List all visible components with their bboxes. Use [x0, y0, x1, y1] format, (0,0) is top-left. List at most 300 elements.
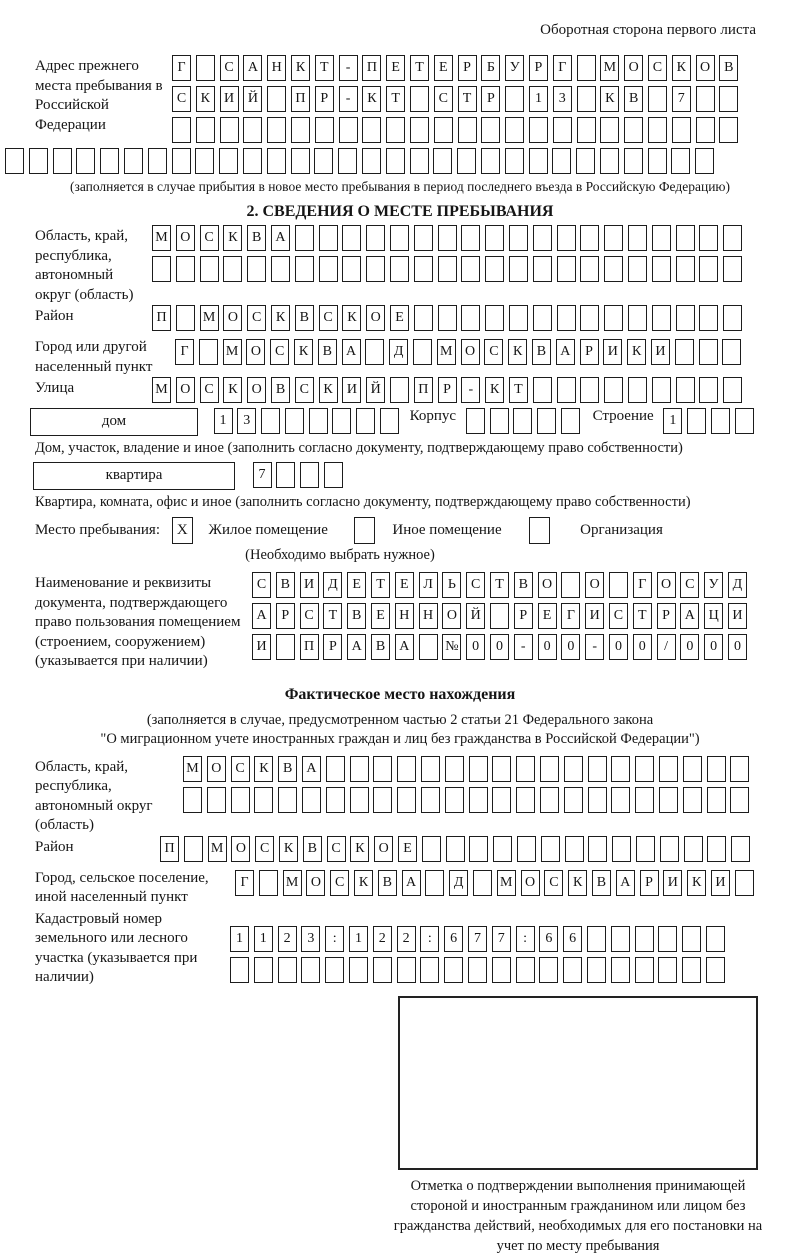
char-cell[interactable] [672, 117, 691, 143]
char-cell[interactable]: К [319, 377, 338, 403]
char-cell[interactable]: С [255, 836, 274, 862]
char-cell[interactable]: А [271, 225, 290, 251]
char-cell[interactable] [5, 148, 24, 174]
char-cell[interactable] [635, 756, 654, 782]
char-cell[interactable] [469, 836, 488, 862]
char-cell[interactable]: К [350, 836, 369, 862]
char-cell[interactable] [148, 148, 167, 174]
char-cell[interactable]: 2 [278, 926, 297, 952]
char-cell[interactable]: С [231, 756, 250, 782]
char-cell[interactable] [564, 756, 583, 782]
char-cell[interactable] [254, 957, 273, 983]
char-cell[interactable]: П [362, 55, 381, 81]
char-cell[interactable] [468, 957, 487, 983]
char-cell[interactable] [719, 86, 738, 112]
char-cell[interactable] [706, 926, 725, 952]
char-cell[interactable]: С [295, 377, 314, 403]
char-cell[interactable]: Л [419, 572, 438, 598]
char-cell[interactable] [176, 256, 195, 282]
char-cell[interactable]: О [366, 305, 385, 331]
char-cell[interactable]: - [339, 55, 358, 81]
char-cell[interactable]: Н [395, 603, 414, 629]
char-cell[interactable]: В [371, 634, 390, 660]
char-cell[interactable] [676, 305, 695, 331]
char-cell[interactable]: С [252, 572, 271, 598]
char-cell[interactable] [397, 787, 416, 813]
char-cell[interactable]: О [538, 572, 557, 598]
char-cell[interactable] [29, 148, 48, 174]
char-cell[interactable] [604, 305, 623, 331]
char-cell[interactable]: О [696, 55, 715, 81]
char-cell[interactable]: 1 [529, 86, 548, 112]
char-cell[interactable]: В [271, 377, 290, 403]
char-cell[interactable] [425, 870, 444, 896]
char-cell[interactable] [539, 957, 558, 983]
char-cell[interactable] [493, 836, 512, 862]
char-cell[interactable] [413, 339, 432, 365]
char-cell[interactable]: С [319, 305, 338, 331]
char-cell[interactable]: К [254, 756, 273, 782]
char-cell[interactable] [315, 117, 334, 143]
char-cell[interactable] [326, 787, 345, 813]
char-cell[interactable]: Е [390, 305, 409, 331]
char-cell[interactable]: 3 [301, 926, 320, 952]
char-cell[interactable] [628, 256, 647, 282]
char-cell[interactable] [276, 634, 295, 660]
char-cell[interactable] [604, 256, 623, 282]
char-cell[interactable] [410, 148, 429, 174]
char-cell[interactable] [469, 756, 488, 782]
char-cell[interactable] [580, 377, 599, 403]
char-cell[interactable]: : [325, 926, 344, 952]
char-cell[interactable] [600, 148, 619, 174]
char-cell[interactable]: И [728, 603, 747, 629]
char-cell[interactable] [350, 756, 369, 782]
char-cell[interactable] [362, 117, 381, 143]
char-cell[interactable]: П [300, 634, 319, 660]
char-cell[interactable]: 0 [704, 634, 723, 660]
char-cell[interactable] [466, 408, 485, 434]
char-cell[interactable]: Е [386, 55, 405, 81]
char-cell[interactable] [302, 787, 321, 813]
char-cell[interactable]: Т [410, 55, 429, 81]
char-cell[interactable]: К [271, 305, 290, 331]
char-cell[interactable] [332, 408, 351, 434]
char-cell[interactable] [319, 225, 338, 251]
char-cell[interactable]: Б [481, 55, 500, 81]
char-cell[interactable] [278, 957, 297, 983]
char-cell[interactable] [561, 572, 580, 598]
char-cell[interactable] [490, 408, 509, 434]
char-cell[interactable]: 1 [349, 926, 368, 952]
char-cell[interactable] [338, 148, 357, 174]
char-cell[interactable]: В [278, 756, 297, 782]
char-cell[interactable] [365, 339, 384, 365]
char-cell[interactable] [319, 256, 338, 282]
char-cell[interactable] [276, 462, 295, 488]
char-cell[interactable] [561, 408, 580, 434]
char-cell[interactable] [730, 756, 749, 782]
char-cell[interactable]: К [291, 55, 310, 81]
char-cell[interactable]: И [663, 870, 682, 896]
char-cell[interactable] [533, 377, 552, 403]
char-cell[interactable] [285, 408, 304, 434]
char-cell[interactable]: А [243, 55, 262, 81]
char-cell[interactable]: 3 [553, 86, 572, 112]
char-cell[interactable]: О [585, 572, 604, 598]
char-cell[interactable] [505, 148, 524, 174]
char-cell[interactable]: С [172, 86, 191, 112]
char-cell[interactable]: В [532, 339, 551, 365]
char-cell[interactable]: К [223, 377, 242, 403]
char-cell[interactable] [176, 305, 195, 331]
char-cell[interactable]: 0 [680, 634, 699, 660]
char-cell[interactable]: О [374, 836, 393, 862]
char-cell[interactable] [658, 926, 677, 952]
char-cell[interactable] [723, 377, 742, 403]
char-cell[interactable] [461, 256, 480, 282]
char-cell[interactable]: К [196, 86, 215, 112]
char-cell[interactable] [682, 957, 701, 983]
char-cell[interactable]: К [672, 55, 691, 81]
char-cell[interactable] [648, 86, 667, 112]
char-cell[interactable]: В [303, 836, 322, 862]
char-cell[interactable] [707, 756, 726, 782]
char-cell[interactable]: И [711, 870, 730, 896]
char-cell[interactable] [172, 117, 191, 143]
char-cell[interactable]: А [556, 339, 575, 365]
char-cell[interactable]: М [223, 339, 242, 365]
char-cell[interactable] [309, 408, 328, 434]
char-cell[interactable]: Г [175, 339, 194, 365]
char-cell[interactable]: Т [458, 86, 477, 112]
char-cell[interactable]: К [600, 86, 619, 112]
char-cell[interactable] [516, 957, 535, 983]
char-cell[interactable]: Д [323, 572, 342, 598]
char-cell[interactable] [635, 787, 654, 813]
char-cell[interactable]: 6 [444, 926, 463, 952]
char-cell[interactable] [696, 117, 715, 143]
char-cell[interactable]: С [434, 86, 453, 112]
char-cell[interactable] [588, 756, 607, 782]
char-cell[interactable] [492, 756, 511, 782]
char-cell[interactable]: Е [538, 603, 557, 629]
char-cell[interactable] [445, 756, 464, 782]
char-cell[interactable] [699, 225, 718, 251]
char-cell[interactable]: В [276, 572, 295, 598]
char-cell[interactable] [420, 957, 439, 983]
char-cell[interactable] [295, 256, 314, 282]
char-cell[interactable] [53, 148, 72, 174]
char-cell[interactable] [517, 836, 536, 862]
char-cell[interactable]: Р [481, 86, 500, 112]
char-cell[interactable] [676, 225, 695, 251]
char-cell[interactable] [683, 756, 702, 782]
char-cell[interactable] [414, 225, 433, 251]
char-cell[interactable] [635, 926, 654, 952]
char-cell[interactable] [195, 148, 214, 174]
char-cell[interactable] [699, 305, 718, 331]
char-cell[interactable] [611, 756, 630, 782]
char-cell[interactable]: О [461, 339, 480, 365]
char-cell[interactable]: В [592, 870, 611, 896]
char-cell[interactable]: М [600, 55, 619, 81]
char-cell[interactable]: Р [514, 603, 533, 629]
char-cell[interactable] [684, 836, 703, 862]
char-cell[interactable] [699, 377, 718, 403]
char-cell[interactable]: О [442, 603, 461, 629]
char-cell[interactable] [628, 305, 647, 331]
char-cell[interactable] [730, 787, 749, 813]
char-cell[interactable]: О [247, 377, 266, 403]
char-cell[interactable]: А [402, 870, 421, 896]
char-cell[interactable] [438, 305, 457, 331]
char-cell[interactable]: К [279, 836, 298, 862]
char-cell[interactable] [580, 225, 599, 251]
char-cell[interactable]: 0 [466, 634, 485, 660]
char-cell[interactable] [577, 86, 596, 112]
char-cell[interactable]: Н [419, 603, 438, 629]
char-cell[interactable] [267, 148, 286, 174]
char-cell[interactable] [200, 256, 219, 282]
char-cell[interactable]: - [461, 377, 480, 403]
char-cell[interactable]: Т [386, 86, 405, 112]
char-cell[interactable]: - [514, 634, 533, 660]
char-cell[interactable] [438, 225, 457, 251]
char-cell[interactable] [682, 926, 701, 952]
char-cell[interactable] [604, 225, 623, 251]
char-cell[interactable] [628, 377, 647, 403]
char-cell[interactable] [473, 870, 492, 896]
char-cell[interactable]: О [521, 870, 540, 896]
char-cell[interactable] [124, 148, 143, 174]
char-cell[interactable] [300, 462, 319, 488]
char-cell[interactable] [587, 926, 606, 952]
char-cell[interactable]: А [342, 339, 361, 365]
char-cell[interactable] [267, 117, 286, 143]
char-cell[interactable] [723, 225, 742, 251]
char-cell[interactable] [247, 256, 266, 282]
char-cell[interactable] [576, 148, 595, 174]
char-cell[interactable]: О [176, 377, 195, 403]
char-cell[interactable]: Г [235, 870, 254, 896]
char-cell[interactable] [390, 256, 409, 282]
char-cell[interactable]: А [347, 634, 366, 660]
char-cell[interactable]: И [300, 572, 319, 598]
char-cell[interactable] [611, 926, 630, 952]
char-cell[interactable]: М [152, 225, 171, 251]
char-cell[interactable] [577, 55, 596, 81]
char-cell[interactable]: Р [276, 603, 295, 629]
char-cell[interactable]: Г [553, 55, 572, 81]
char-cell[interactable]: М [152, 377, 171, 403]
char-cell[interactable]: К [568, 870, 587, 896]
char-cell[interactable] [557, 225, 576, 251]
char-cell[interactable]: 2 [397, 926, 416, 952]
char-cell[interactable] [563, 957, 582, 983]
char-cell[interactable] [231, 787, 250, 813]
char-cell[interactable] [291, 117, 310, 143]
char-cell[interactable] [243, 117, 262, 143]
char-cell[interactable] [723, 305, 742, 331]
char-cell[interactable] [723, 256, 742, 282]
char-cell[interactable] [588, 836, 607, 862]
char-cell[interactable] [652, 305, 671, 331]
char-cell[interactable]: В [318, 339, 337, 365]
char-cell[interactable]: Й [366, 377, 385, 403]
char-cell[interactable] [444, 957, 463, 983]
char-cell[interactable] [243, 148, 262, 174]
char-cell[interactable]: С [330, 870, 349, 896]
char-cell[interactable]: Т [633, 603, 652, 629]
char-cell[interactable] [446, 836, 465, 862]
char-cell[interactable] [676, 256, 695, 282]
char-cell[interactable]: Р [438, 377, 457, 403]
checkbox-other-premises[interactable] [354, 517, 375, 544]
char-cell[interactable] [533, 225, 552, 251]
char-cell[interactable] [699, 339, 718, 365]
char-cell[interactable] [624, 148, 643, 174]
char-cell[interactable]: Н [267, 55, 286, 81]
char-cell[interactable] [220, 117, 239, 143]
char-cell[interactable]: П [152, 305, 171, 331]
checkbox-organization[interactable] [529, 517, 550, 544]
char-cell[interactable] [552, 148, 571, 174]
char-cell[interactable] [624, 117, 643, 143]
char-cell[interactable]: : [420, 926, 439, 952]
char-cell[interactable]: С [220, 55, 239, 81]
char-cell[interactable]: 2 [373, 926, 392, 952]
char-cell[interactable] [342, 256, 361, 282]
char-cell[interactable] [557, 305, 576, 331]
char-cell[interactable]: Ц [704, 603, 723, 629]
char-cell[interactable]: В [719, 55, 738, 81]
char-cell[interactable] [731, 836, 750, 862]
char-cell[interactable]: 7 [253, 462, 272, 488]
char-cell[interactable]: С [484, 339, 503, 365]
char-cell[interactable]: С [247, 305, 266, 331]
char-cell[interactable]: Р [315, 86, 334, 112]
char-cell[interactable] [564, 787, 583, 813]
char-cell[interactable] [421, 787, 440, 813]
char-cell[interactable]: П [291, 86, 310, 112]
char-cell[interactable] [461, 225, 480, 251]
char-cell[interactable] [557, 256, 576, 282]
char-cell[interactable]: / [657, 634, 676, 660]
char-cell[interactable]: 1 [254, 926, 273, 952]
char-cell[interactable]: А [252, 603, 271, 629]
char-cell[interactable] [699, 256, 718, 282]
char-cell[interactable] [339, 117, 358, 143]
char-cell[interactable] [458, 117, 477, 143]
char-cell[interactable]: У [505, 55, 524, 81]
char-cell[interactable]: 0 [728, 634, 747, 660]
char-cell[interactable]: А [616, 870, 635, 896]
char-cell[interactable]: М [183, 756, 202, 782]
char-cell[interactable]: И [603, 339, 622, 365]
char-cell[interactable] [485, 256, 504, 282]
char-cell[interactable] [386, 117, 405, 143]
char-cell[interactable]: Д [449, 870, 468, 896]
char-cell[interactable]: : [516, 926, 535, 952]
char-cell[interactable]: 6 [563, 926, 582, 952]
char-cell[interactable] [636, 836, 655, 862]
char-cell[interactable]: 6 [539, 926, 558, 952]
char-cell[interactable] [267, 86, 286, 112]
char-cell[interactable] [588, 787, 607, 813]
char-cell[interactable]: У [704, 572, 723, 598]
char-cell[interactable]: Т [509, 377, 528, 403]
char-cell[interactable] [230, 957, 249, 983]
char-cell[interactable]: С [200, 225, 219, 251]
char-cell[interactable]: Р [458, 55, 477, 81]
char-cell[interactable] [529, 148, 548, 174]
char-cell[interactable] [100, 148, 119, 174]
char-cell[interactable] [492, 787, 511, 813]
char-cell[interactable]: 0 [633, 634, 652, 660]
char-cell[interactable] [557, 377, 576, 403]
char-cell[interactable] [461, 305, 480, 331]
char-cell[interactable] [735, 408, 754, 434]
char-cell[interactable]: А [395, 634, 414, 660]
char-cell[interactable]: 0 [561, 634, 580, 660]
char-cell[interactable] [611, 787, 630, 813]
char-cell[interactable]: К [223, 225, 242, 251]
char-cell[interactable] [540, 756, 559, 782]
char-cell[interactable] [421, 756, 440, 782]
char-cell[interactable] [172, 148, 191, 174]
char-cell[interactable] [671, 148, 690, 174]
char-cell[interactable] [509, 256, 528, 282]
char-cell[interactable]: П [414, 377, 433, 403]
char-cell[interactable]: С [300, 603, 319, 629]
char-cell[interactable] [349, 957, 368, 983]
char-cell[interactable] [707, 787, 726, 813]
char-cell[interactable]: М [437, 339, 456, 365]
char-cell[interactable] [223, 256, 242, 282]
char-cell[interactable] [410, 117, 429, 143]
char-cell[interactable] [660, 836, 679, 862]
char-cell[interactable]: О [231, 836, 250, 862]
char-cell[interactable]: Т [323, 603, 342, 629]
char-cell[interactable]: В [514, 572, 533, 598]
char-cell[interactable]: С [544, 870, 563, 896]
char-cell[interactable]: А [302, 756, 321, 782]
char-cell[interactable] [696, 86, 715, 112]
char-cell[interactable]: П [160, 836, 179, 862]
char-cell[interactable] [600, 117, 619, 143]
char-cell[interactable] [445, 787, 464, 813]
char-cell[interactable] [324, 462, 343, 488]
char-cell[interactable] [278, 787, 297, 813]
char-cell[interactable] [373, 756, 392, 782]
char-cell[interactable] [540, 787, 559, 813]
char-cell[interactable] [604, 377, 623, 403]
char-cell[interactable] [509, 305, 528, 331]
char-cell[interactable] [580, 305, 599, 331]
char-cell[interactable]: С [200, 377, 219, 403]
char-cell[interactable] [516, 756, 535, 782]
char-cell[interactable] [219, 148, 238, 174]
char-cell[interactable]: О [306, 870, 325, 896]
char-cell[interactable]: О [657, 572, 676, 598]
char-cell[interactable] [434, 117, 453, 143]
char-cell[interactable]: 0 [609, 634, 628, 660]
char-cell[interactable]: О [207, 756, 226, 782]
char-cell[interactable]: 0 [538, 634, 557, 660]
char-cell[interactable]: С [680, 572, 699, 598]
char-cell[interactable]: Р [323, 634, 342, 660]
